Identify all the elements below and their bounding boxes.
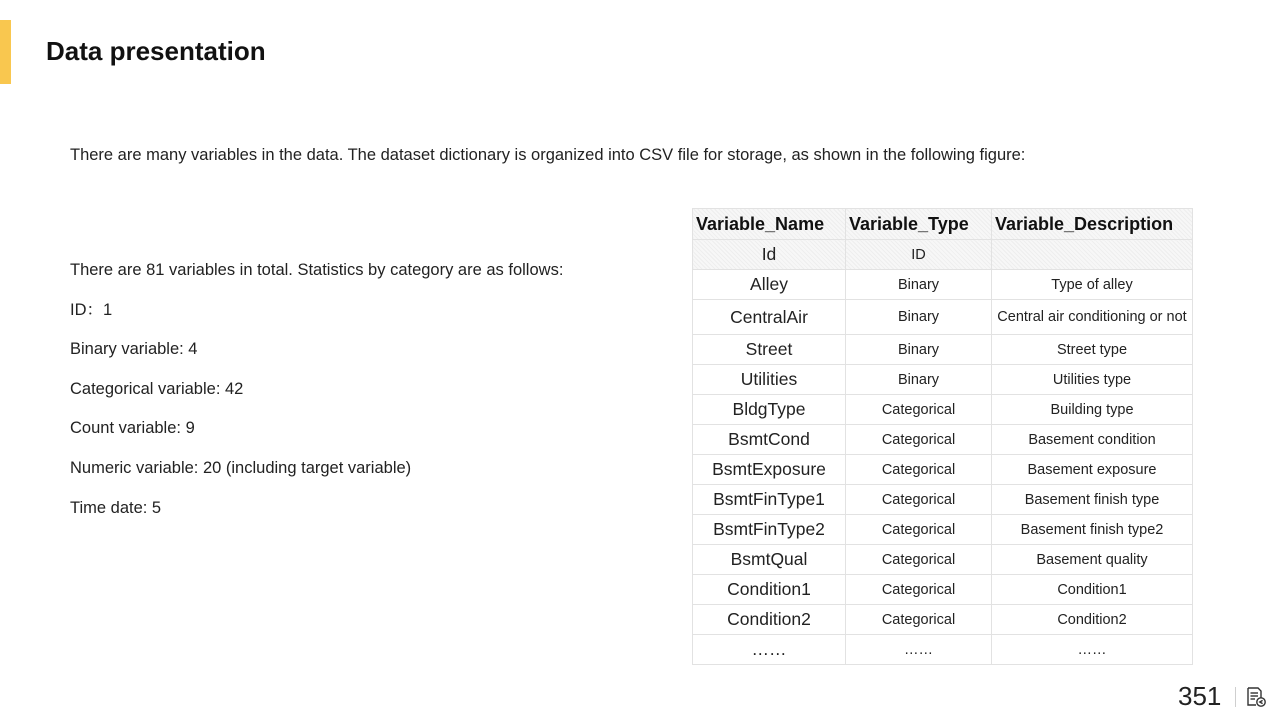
variable-name-cell: ……	[693, 635, 846, 665]
variable-description-cell: Condition2	[992, 605, 1193, 635]
table-row	[693, 575, 1193, 605]
variable-name-cell: BsmtCond	[693, 425, 846, 455]
variable-type-cell: Binary	[846, 270, 992, 300]
variable-description-cell: Basement finish type	[992, 485, 1193, 515]
header-variable-name: Variable_Name	[693, 209, 846, 240]
variable-description-cell: Central air conditioning or not	[992, 300, 1193, 335]
table-row	[693, 455, 1193, 485]
stats-list	[70, 259, 563, 536]
stats-summary: There are 81 variables in total. Statistics by category are as follows:	[70, 261, 564, 279]
variable-description-cell: Basement exposure	[992, 455, 1193, 485]
variable-type-cell: Categorical	[846, 425, 992, 455]
stats-categorical: Categorical variable: 42	[70, 379, 244, 398]
stats-binary: Binary variable: 4	[70, 340, 198, 359]
variable-name-cell: Condition1	[693, 575, 846, 605]
variable-type-cell: Categorical	[846, 485, 992, 515]
header-variable-description: Variable_Description	[992, 209, 1193, 240]
variable-type-cell: Categorical	[846, 575, 992, 605]
table-row	[693, 545, 1193, 575]
variable-name-cell: Id	[693, 240, 846, 270]
table-row	[693, 365, 1193, 395]
table-header-row	[693, 209, 1193, 240]
variable-name-cell: Utilities	[693, 365, 846, 395]
variable-type-cell: Binary	[846, 335, 992, 365]
variable-description-cell: Type of alley	[992, 270, 1193, 300]
variable-name-cell: CentralAir	[693, 300, 846, 335]
table-row	[693, 515, 1193, 545]
table-row	[693, 605, 1193, 635]
variable-name-cell: Condition2	[693, 605, 846, 635]
variable-description-cell: Street type	[992, 335, 1193, 365]
variable-name-cell: Alley	[693, 270, 846, 300]
variable-type-cell: Categorical	[846, 545, 992, 575]
table-row	[693, 635, 1193, 665]
variable-type-cell: Binary	[846, 365, 992, 395]
table-row	[693, 395, 1193, 425]
stats-time-date: Time date: 5	[70, 498, 162, 517]
table-row	[693, 270, 1193, 300]
notes-icon[interactable]	[1245, 686, 1267, 708]
variable-description-cell: Utilities type	[992, 365, 1193, 395]
accent-bar	[0, 20, 11, 84]
variable-type-cell: Categorical	[846, 515, 992, 545]
variable-name-cell: BsmtExposure	[693, 455, 846, 485]
variable-type-cell: Categorical	[846, 395, 992, 425]
variable-description-cell: Building type	[992, 395, 1193, 425]
variable-description-cell: Condition1	[992, 575, 1193, 605]
variable-description-cell: ……	[992, 635, 1193, 665]
variable-description-cell: Basement condition	[992, 425, 1193, 455]
stats-id: ID：1	[70, 300, 113, 319]
footer-divider	[1235, 687, 1236, 707]
variable-name-cell: BsmtFinType1	[693, 485, 846, 515]
variable-description-cell: Basement finish type2	[992, 515, 1193, 545]
page-title: Data presentation	[46, 36, 266, 66]
table-row	[693, 485, 1193, 515]
stats-numeric: Numeric variable: 20 (including target variable)	[70, 458, 412, 477]
variable-name-cell: BldgType	[693, 395, 846, 425]
variable-type-cell: Categorical	[846, 455, 992, 485]
variable-type-cell: Categorical	[846, 605, 992, 635]
variable-type-cell: Binary	[846, 300, 992, 335]
page-number: 351	[1178, 681, 1222, 711]
variable-dictionary-table	[692, 208, 1193, 665]
table-row	[693, 240, 1193, 270]
intro-text: There are many variables in the data. The dataset dictionary is organized into CSV file for storage, as shown in the following figure:	[70, 146, 1026, 164]
table-row	[693, 300, 1193, 335]
variable-description-cell	[992, 240, 1193, 270]
table-row	[693, 425, 1193, 455]
stats-count: Count variable: 9	[70, 419, 195, 438]
variable-name-cell: BsmtQual	[693, 545, 846, 575]
variable-description-cell: Basement quality	[992, 545, 1193, 575]
variable-type-cell: ……	[846, 635, 992, 665]
table-row	[693, 335, 1193, 365]
header-variable-type: Variable_Type	[846, 209, 992, 240]
variable-name-cell: Street	[693, 335, 846, 365]
variable-name-cell: BsmtFinType2	[693, 515, 846, 545]
variable-type-cell: ID	[846, 240, 992, 270]
